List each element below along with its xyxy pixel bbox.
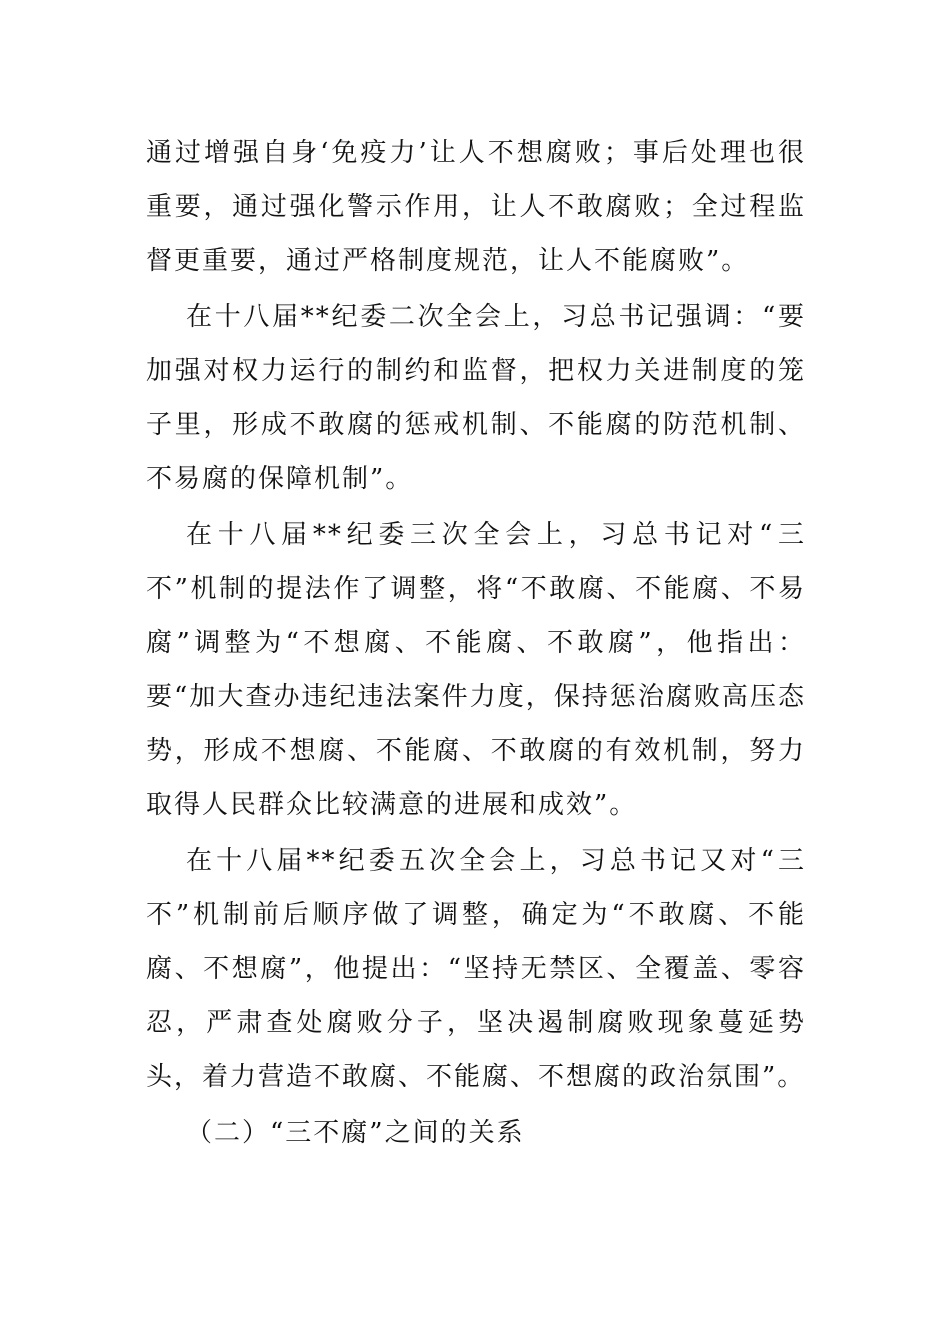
paragraph-fifth-plenary: 在十八届**纪委五次全会上，习总书记又对“三不”机制前后顺序做了调整，确定为“不敢腐、不能腐、不想腐”，他提出：“坚持无禁区、全覆盖、零容忍，严肃查处腐败分子，坚决遏制腐败现象蔓延势头，着力营造不敢腐、不能腐、不想腐的政治氛围”。 — [146, 846, 806, 1092]
paragraph-continuation: 通过增强自身‘免疫力’让人不想腐败；事后处理也很重要，通过强化警示作用，让人不敢腐败；全过程监督更重要，通过严格制度规范，让人不能腐败”。 — [146, 138, 806, 276]
paragraph-third-plenary: 在十八届**纪委三次全会上，习总书记对“三不”机制的提法作了调整，将“不敢腐、不能腐、不易腐”调整为“不想腐、不能腐、不敢腐”，他指出：要“加大查办违纪违法案件力度，保持惩治腐败高压态势，形成不想腐、不能腐、不敢腐的有效机制，努力取得人民群众比较满意的进展和成效”。 — [146, 520, 806, 820]
document-body — [146, 126, 806, 1162]
section-heading: （二）“三不腐”之间的关系 — [186, 1118, 525, 1148]
paragraph-second-plenary: 在十八届**纪委二次全会上，习总书记强调：“要加强对权力运行的制约和监督，把权力关进制度的笼子里，形成不敢腐的惩戒机制、不能腐的防范机制、不易腐的保障机制”。 — [146, 302, 806, 494]
